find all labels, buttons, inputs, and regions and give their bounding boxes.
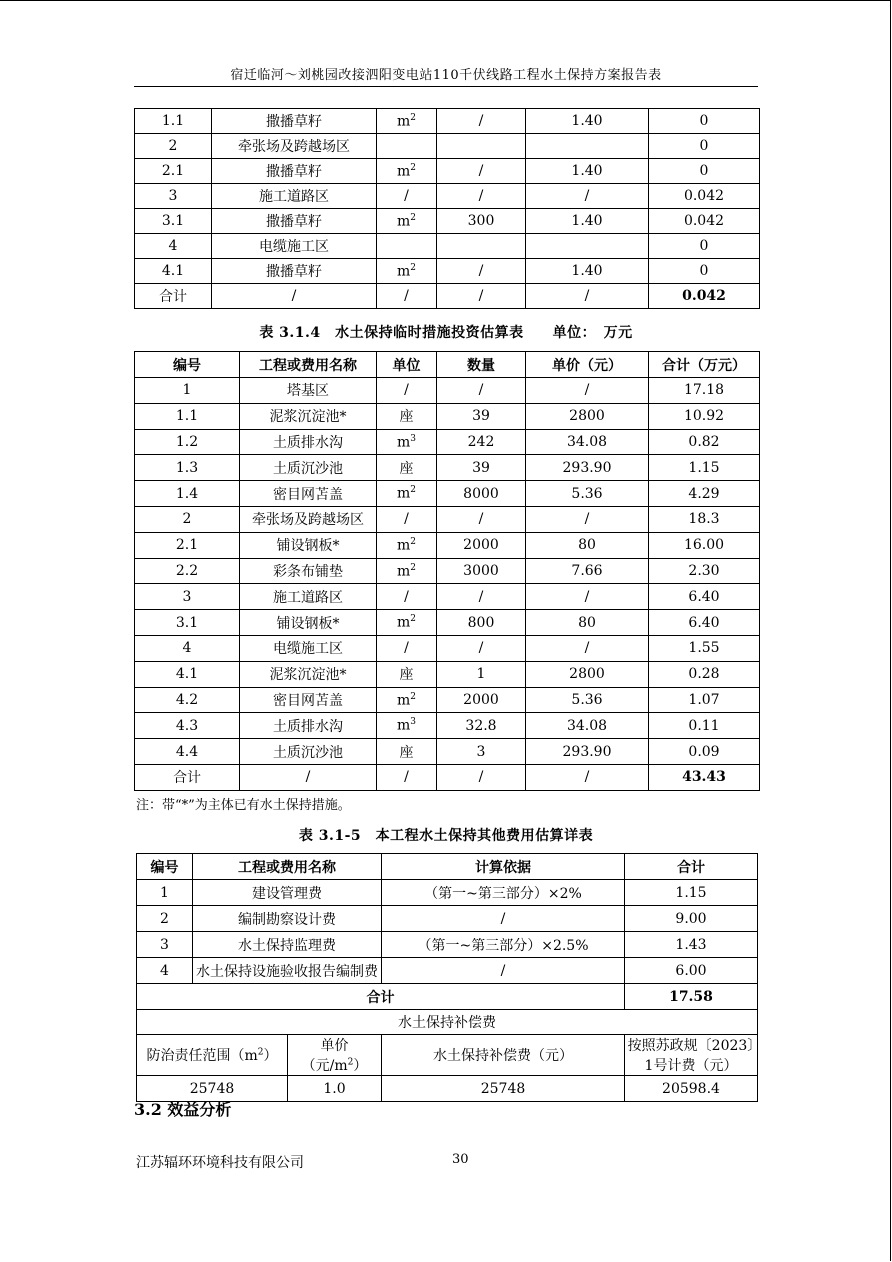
unit-cell: /	[377, 378, 437, 404]
quantity-cell: /	[437, 584, 526, 610]
total-cell: 6.40	[649, 584, 760, 610]
table-row	[137, 880, 758, 906]
quantity-cell: 3	[437, 739, 526, 765]
name-cell: 密目网苫盖	[240, 481, 377, 507]
unit-cell: /	[377, 506, 437, 532]
unit-price-cell: 293.90	[526, 739, 649, 765]
column-header: 编号	[135, 352, 240, 378]
unit-cell: 座	[377, 455, 437, 481]
table-row	[135, 610, 760, 636]
unit-price-cell: 5.36	[526, 687, 649, 713]
compensation-title: 水土保持补偿费	[137, 1010, 758, 1035]
code-cell: 2	[137, 906, 193, 932]
name-cell: 撒播草籽	[212, 209, 377, 234]
table-3-1-5-caption: 表 3.1-5 本工程水土保持其他费用估算详表	[298, 828, 594, 844]
compensation-title-row	[137, 1010, 758, 1035]
name-cell: 牵张场及跨越场区	[240, 506, 377, 532]
total-cell: 9.00	[625, 906, 758, 932]
unit-cell: $m^3$	[377, 429, 437, 455]
quantity-cell: /	[437, 109, 526, 134]
name-cell: 彩条布铺垫	[240, 558, 377, 584]
total-cell: 2.30	[649, 558, 760, 584]
quantity-cell: 1	[437, 661, 526, 687]
total-cell: 0.042	[649, 184, 760, 209]
unit-price-cell: /	[526, 378, 649, 404]
code-cell: 4	[135, 635, 240, 661]
column-header: 单位	[377, 352, 437, 378]
name-cell: 铺设钢板*	[240, 610, 377, 636]
code-cell: 4.2	[135, 687, 240, 713]
table-total-row	[137, 984, 758, 1010]
compensation-value: 25748	[382, 1076, 625, 1102]
quantity-cell: 3000	[437, 558, 526, 584]
code-cell: 1	[135, 378, 240, 404]
code-cell: 1	[137, 880, 193, 906]
table-row	[135, 558, 760, 584]
unit-cell: /	[377, 584, 437, 610]
quantity-cell: 800	[437, 610, 526, 636]
unit-cell: $m^2$	[377, 159, 437, 184]
unit-price-cell: /	[526, 584, 649, 610]
name-cell: 撒播草籽	[212, 159, 377, 184]
table-row	[135, 134, 760, 159]
total-cell: 1.07	[649, 687, 760, 713]
table-row	[135, 259, 760, 284]
name-cell: 牵张场及跨越场区	[212, 134, 377, 159]
total-cell: 0	[649, 109, 760, 134]
unit-price-cell: 80	[526, 610, 649, 636]
table-row	[135, 109, 760, 134]
name-cell: 电缆施工区	[240, 635, 377, 661]
total-cell: 43.43	[649, 764, 760, 790]
name-cell: 编制勘察设计费	[193, 906, 382, 932]
column-header: 工程或费用名称	[240, 352, 377, 378]
unit-cell: $m^2$	[377, 481, 437, 507]
quantity-cell: /	[437, 378, 526, 404]
code-cell: 1.3	[135, 455, 240, 481]
name-cell: 土质沉沙池	[240, 455, 377, 481]
table-row	[135, 532, 760, 558]
code-cell: 1.1	[135, 109, 212, 134]
name-cell: 施工道路区	[240, 584, 377, 610]
table-row	[135, 403, 760, 429]
code-cell: 4.4	[135, 739, 240, 765]
unit-price-cell: 34.08	[526, 429, 649, 455]
total-cell: 1.15	[649, 455, 760, 481]
unit-cell: /	[377, 284, 437, 309]
code-cell: 3.1	[135, 610, 240, 636]
table-header-row	[137, 854, 758, 880]
table-row	[135, 687, 760, 713]
total-cell: 4.29	[649, 481, 760, 507]
total-cell: 0.042	[649, 209, 760, 234]
code-cell: 3	[137, 932, 193, 958]
quantity-cell: /	[437, 284, 526, 309]
page-header-title: 宿迁临河～刘桃园改接泗阳变电站110千伏线路工程水土保持方案报告表	[230, 68, 662, 83]
code-cell: 2	[135, 506, 240, 532]
name-cell: 密目网苫盖	[240, 687, 377, 713]
unit-cell: $m^2$	[377, 687, 437, 713]
name-cell: 土质沉沙池	[240, 739, 377, 765]
unit-price-cell: 1.40	[526, 209, 649, 234]
footer-company: 江苏辐环环境科技有限公司	[136, 1155, 304, 1171]
total-cell: 6.40	[649, 610, 760, 636]
quantity-cell: 300	[437, 209, 526, 234]
unit-cell: $m^2$	[377, 558, 437, 584]
code-cell: 4	[137, 958, 193, 984]
column-header: 工程或费用名称	[193, 854, 382, 880]
unit-cell: $m^2$	[377, 610, 437, 636]
basis-cell: （第一~第三部分）×2.5%	[382, 932, 625, 958]
quantity-cell	[437, 134, 526, 159]
total-cell: 0	[649, 259, 760, 284]
column-header: 单价（元）	[526, 352, 649, 378]
unit-cell: $m^2$	[377, 209, 437, 234]
unit-price-cell: /	[526, 506, 649, 532]
quantity-cell: 242	[437, 429, 526, 455]
total-label: 合计	[135, 764, 240, 790]
table-header-row	[135, 352, 760, 378]
unit-price-cell: 2800	[526, 661, 649, 687]
total-label: 合计	[137, 984, 625, 1010]
quantity-cell: /	[437, 184, 526, 209]
table-row	[135, 739, 760, 765]
table-3-1-4-caption: 表 3.1.4 水土保持临时措施投资估算表 单位： 万元	[259, 325, 633, 341]
quantity-cell: /	[437, 259, 526, 284]
quantity-cell: 39	[437, 455, 526, 481]
name-cell: 铺设钢板*	[240, 532, 377, 558]
total-cell: 0	[649, 234, 760, 259]
table-row	[135, 661, 760, 687]
name-cell: 撒播草籽	[212, 259, 377, 284]
name-cell: 施工道路区	[212, 184, 377, 209]
table-note: 注：带“*”为主体已有水土保持措施。	[136, 798, 351, 813]
unit-price-cell	[526, 234, 649, 259]
table-permanent-measures-continued	[134, 108, 760, 309]
unit-cell: /	[377, 635, 437, 661]
compensation-value: 25748	[137, 1076, 288, 1102]
name-cell: 建设管理费	[193, 880, 382, 906]
table-total-row	[135, 284, 760, 309]
name-cell: 土质排水沟	[240, 429, 377, 455]
total-cell: 0.82	[649, 429, 760, 455]
name-cell: 水土保持设施验收报告编制费	[193, 958, 382, 984]
unit-price-cell: 7.66	[526, 558, 649, 584]
name-cell: /	[212, 284, 377, 309]
code-cell: 1.1	[135, 403, 240, 429]
name-cell: 泥浆沉淀池*	[240, 403, 377, 429]
section-heading: 3.2 效益分析	[134, 1100, 232, 1119]
unit-price-cell: /	[526, 635, 649, 661]
unit-cell: /	[377, 764, 437, 790]
quantity-cell: /	[437, 506, 526, 532]
compensation-value: 20598.4	[625, 1076, 758, 1102]
table-row	[137, 932, 758, 958]
code-cell: 2	[135, 134, 212, 159]
total-cell: 1.15	[625, 880, 758, 906]
column-header: 合计	[625, 854, 758, 880]
total-cell: 0.042	[649, 284, 760, 309]
total-cell: 1.55	[649, 635, 760, 661]
name-cell: 撒播草籽	[212, 109, 377, 134]
code-cell: 3	[135, 584, 240, 610]
table-3-1-4	[134, 351, 760, 791]
table-3-1-5	[136, 853, 758, 1102]
table-row	[135, 481, 760, 507]
quantity-cell: 8000	[437, 481, 526, 507]
unit-price-cell: /	[526, 764, 649, 790]
unit-cell	[377, 134, 437, 159]
total-cell: 0.28	[649, 661, 760, 687]
table-row	[137, 906, 758, 932]
basis-cell: （第一~第三部分）×2%	[382, 880, 625, 906]
table-row	[135, 506, 760, 532]
table-row	[135, 429, 760, 455]
table-row	[137, 958, 758, 984]
compensation-header: 防治责任范围$(m^2)$	[137, 1035, 288, 1076]
compensation-value: 1.0	[288, 1076, 382, 1102]
code-cell: 2.2	[135, 558, 240, 584]
total-cell: 0.09	[649, 739, 760, 765]
quantity-cell: 2000	[437, 687, 526, 713]
unit-cell	[377, 234, 437, 259]
quantity-cell: /	[437, 764, 526, 790]
quantity-cell	[437, 234, 526, 259]
unit-price-cell: 1.40	[526, 159, 649, 184]
page-number: 30	[452, 1152, 469, 1167]
total-cell: 0.11	[649, 713, 760, 739]
compensation-header: 水土保持补偿费（元）	[382, 1035, 625, 1076]
quantity-cell: 39	[437, 403, 526, 429]
total-cell: 10.92	[649, 403, 760, 429]
table-row	[135, 184, 760, 209]
total-cell: 0	[649, 134, 760, 159]
unit-price-cell: 5.36	[526, 481, 649, 507]
column-header: 数量	[437, 352, 526, 378]
column-header: 计算依据	[382, 854, 625, 880]
unit-cell: $m^2$	[377, 109, 437, 134]
table-total-row	[135, 764, 760, 790]
unit-cell: 座	[377, 739, 437, 765]
total-cell: 17.58	[625, 984, 758, 1010]
total-cell: 17.18	[649, 378, 760, 404]
code-cell: 1.4	[135, 481, 240, 507]
quantity-cell: /	[437, 635, 526, 661]
unit-price-cell: 293.90	[526, 455, 649, 481]
code-cell: 4	[135, 234, 212, 259]
unit-cell: /	[377, 184, 437, 209]
code-cell: 2.1	[135, 159, 212, 184]
header-rule	[134, 86, 758, 87]
unit-price-cell: 2800	[526, 403, 649, 429]
unit-price-cell: 1.40	[526, 259, 649, 284]
unit-price-cell: 80	[526, 532, 649, 558]
code-cell: 4.3	[135, 713, 240, 739]
table-row	[135, 209, 760, 234]
table-row	[135, 584, 760, 610]
code-cell: 4.1	[135, 259, 212, 284]
compensation-header: 单价（元$/m^2$）	[288, 1035, 382, 1076]
unit-cell: $m^2$	[377, 259, 437, 284]
table-row	[135, 159, 760, 184]
basis-cell: /	[382, 906, 625, 932]
total-cell: 18.3	[649, 506, 760, 532]
quantity-cell: 32.8	[437, 713, 526, 739]
unit-price-cell	[526, 134, 649, 159]
basis-cell: /	[382, 958, 625, 984]
code-cell: 1.2	[135, 429, 240, 455]
total-cell: 16.00	[649, 532, 760, 558]
name-cell: /	[240, 764, 377, 790]
name-cell: 水土保持监理费	[193, 932, 382, 958]
quantity-cell: 2000	[437, 532, 526, 558]
total-cell: 6.00	[625, 958, 758, 984]
table-row	[135, 234, 760, 259]
total-cell: 1.43	[625, 932, 758, 958]
unit-price-cell: /	[526, 284, 649, 309]
unit-cell: $m^3$	[377, 713, 437, 739]
table-row	[135, 713, 760, 739]
code-cell: 3	[135, 184, 212, 209]
column-header: 合计（万元）	[649, 352, 760, 378]
code-cell: 3.1	[135, 209, 212, 234]
unit-cell: 座	[377, 403, 437, 429]
total-cell: 0	[649, 159, 760, 184]
table-row	[135, 378, 760, 404]
name-cell: 塔基区	[240, 378, 377, 404]
unit-price-cell: 34.08	[526, 713, 649, 739]
compensation-header-row	[137, 1035, 758, 1076]
name-cell: 泥浆沉淀池*	[240, 661, 377, 687]
column-header: 编号	[137, 854, 193, 880]
name-cell: 电缆施工区	[212, 234, 377, 259]
code-cell: 2.1	[135, 532, 240, 558]
compensation-header: 按照苏政规〔2023〕1号计费（元）	[625, 1035, 758, 1076]
quantity-cell: /	[437, 159, 526, 184]
table-row	[135, 635, 760, 661]
code-cell: 4.1	[135, 661, 240, 687]
unit-price-cell: 1.40	[526, 109, 649, 134]
unit-price-cell: /	[526, 184, 649, 209]
name-cell: 土质排水沟	[240, 713, 377, 739]
total-label: 合计	[135, 284, 212, 309]
unit-cell: 座	[377, 661, 437, 687]
unit-cell: $m^2$	[377, 532, 437, 558]
table-row	[135, 455, 760, 481]
